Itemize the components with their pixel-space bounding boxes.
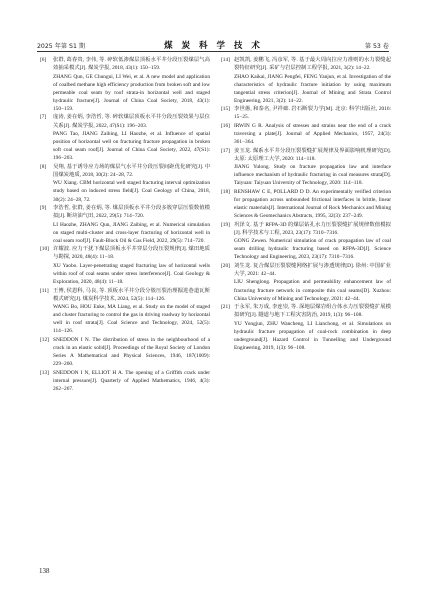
- reference-text: 吴翔, 基于诱导应力场的煤层气水平井分段压裂间距优化研究[J]. 中国煤炭地质, 2018, 30(2): 24−28, 72.: [53, 163, 210, 178]
- reference-text: WU Xiang. CBM horizontal well staged fracturing interval optimization study based on induced stress field[J]. Coal Geology of China, 2018, 30(2): 24−28, 72.: [53, 180, 210, 203]
- references-left-column: [40, 56, 210, 393]
- reference-entry: [221, 147, 391, 163]
- reference-text: 王博, 侯恩科, 马良, 等. 顶板水平井分段分簇压裂治理掘进巷道瓦斯模式研究[J]. 煤炭科学技术, 2024, 52(5): 114−126.: [53, 287, 210, 302]
- reference-text: JIANG Yulong. Study on fracture propagation law and interface influence mechanism of hydraulic fracturing in coal measures strata[D]. Taiyuan: Taiyuan University of Technology, 2020: 114−118.: [234, 164, 391, 187]
- reference-entry-translation: [40, 262, 210, 286]
- reference-number: [12]: [40, 336, 49, 343]
- reference-text: 庞涛, 姜在炳, 李浩哲, 等. 碎软煤层顶板水平井分段压裂效果与层位关系[J]. 煤炭学报, 2022, 47(S1): 196−203.: [53, 114, 210, 129]
- reference-text: RENSHAW C E, POLLARD D D. An experimentally verified criterion for propagation across unbounded frictional interfaces in brittle, linear elastic materials[J]. International Journal of Rock Mechanics and Mining Sciences & Geomechanics Abstracts, 1995, 32(3): 237−249.: [234, 188, 391, 220]
- reference-text: 李世愚, 和泰名, 尹祥础. 岩石断裂力学[M]. 北京: 科学出版社, 2016: 15−25.: [234, 106, 391, 121]
- reference-entry-translation: [221, 73, 391, 105]
- reference-text: 李浩哲, 张群, 姜在炳, 等. 煤层顶板水平井分段多簇穿层压裂数值模拟[J]. 断块油气田, 2022, 29(5): 714−720.: [53, 205, 210, 220]
- reference-number: [21]: [221, 304, 230, 311]
- reference-entry: [40, 204, 210, 220]
- reference-text: XU Yaobo. Layer-penetrating staged fracturing law of horizontal wells within roof of coal seams under stress interference[J]. Coal Geology & Exploration, 2020, 48(4): 11−18.: [53, 262, 210, 286]
- reference-number: [11]: [40, 287, 49, 294]
- reference-text: ZHANG Qun, GE Chungui, LI Wei, et al. A new model and application of coalbed methane high efficiency production from broken soft and low permeable coal seam by roof strata-in horizontal well and staged hydraulic fracture[J]. Journal of China Coal Society, 2018, 43(1): 150−159.: [53, 73, 210, 112]
- reference-number: [19]: [221, 221, 230, 228]
- reference-entry-translation: [221, 278, 391, 302]
- reference-entry-translation: [40, 221, 210, 245]
- reference-entry-translation: [40, 303, 210, 335]
- reference-text: 于永军, 朱万成, 李连崇, 等. 深地层煤岩组合体水力压裂裂缝扩展模拟研究[J]. 隧道与地下工程灾害防治, 2019, 1(3): 96−108.: [234, 304, 391, 319]
- reference-entry: [221, 105, 391, 121]
- reference-text: WANG Bo, HOU Enke, MA Liang, et al. Study on the model of staged and cluster fracturing to control the gas in driving roadway by horizontal well in roof strata[J]. Coal Science and Technology, 2024, 52(5): 114−126.: [53, 304, 210, 335]
- reference-text: 赵凯凯, 姜鹏飞, 冯彦军, 等. 基于最大周向拉应力准则的水力裂缝起裂特征研究[J]. 采矿与岩层控制工程学报, 2021, 3(2): 14−22.: [234, 57, 391, 72]
- reference-text: 许耀波. 应力干扰下煤层顶板水平井穿层分段压裂规律[J]. 煤田地质与勘探, 2020, 48(4): 11−18.: [53, 246, 210, 261]
- reference-entry-translation: [221, 163, 391, 187]
- reference-text: ZHAO Kaikai, JIANG Pengfei, FENG Yanjun, et al. Investigation of the characteristics of hydraulic fracture initiation by using maximum tangential stress criterion[J]. Journal of Mining and Strata Control Engineering, 2021, 3(2): 14−22.: [234, 73, 391, 104]
- reference-entry: [221, 221, 391, 237]
- reference-text: 巩泽文. 基于 RFPA-3D 的煤层钻孔水力压裂裂缝扩展规律数值模拟[J]. 科学技术与工程, 2023, 23(17): 7310−7316.: [234, 221, 391, 236]
- reference-number: [18]: [221, 188, 230, 195]
- references-right-column: [221, 56, 391, 352]
- reference-entry: [40, 336, 210, 368]
- reference-entry: [40, 369, 210, 393]
- reference-number: [7]: [40, 114, 47, 121]
- reference-entry: [40, 56, 210, 72]
- reference-number: [20]: [221, 262, 230, 269]
- reference-text: 姜玉龙. 煤系水平井分段压裂裂缝扩展规律及界面影响机理研究[D]. 太原: 太原理工大学, 2020: 114−118.: [234, 147, 391, 162]
- reference-text: 刘生龙. 复合煤层压裂裂缝网络扩展与渗透规律[D]. 徐州: 中国矿业大学, 2021: 42−44.: [234, 262, 391, 277]
- reference-text: 张群, 葛春贵, 李伟, 等. 碎软低渗煤层顶板水平井分段压裂煤层气高效抽采模式[J]. 煤炭学报, 2018, 43(1): 150−159.: [53, 57, 210, 72]
- reference-entry-translation: [40, 130, 210, 162]
- reference-text: YU Yongjun, ZHU Wancheng, LI Lianchong, et al. Simulations on hydraulic fracture propagation of coal-rock combination in deep underground[J]. Hazard Control in Tunnelling and Underground Engineering, 2019, 1(3): 96−108.: [234, 320, 391, 351]
- reference-entry-translation: [221, 320, 391, 352]
- reference-entry: [221, 122, 391, 146]
- reference-text: LI Haozhe, ZHANG Qun, JIANG Zaibing, et al. Numerical simulation on staged multi-cluster and cross-layer fracturing of horizontal well in coal seam roof[J]. Fault-Block Oil & Gas Field, 2022, 29(5): 714−720.: [53, 221, 210, 244]
- reference-number: [6]: [40, 57, 47, 63]
- reference-entry-translation: [40, 179, 210, 203]
- header-rule: [37, 51, 389, 52]
- volume-label: 第 53 卷: [364, 43, 389, 50]
- reference-text: IRWIN G R. Analysis of stresses and strains near the end of a crack traversing a plate[J]. Journal of Applied Mechanics, 1957, 24(3): 361−364.: [234, 122, 391, 146]
- reference-number: [17]: [221, 147, 230, 154]
- reference-number: [9]: [40, 205, 47, 212]
- reference-entry: [40, 113, 210, 129]
- issue-label: 2025 年第 S1 期: [37, 43, 86, 50]
- reference-entry: [40, 163, 210, 179]
- journal-title: 煤 炭 科 学 技 术: [164, 41, 263, 51]
- reference-number: [13]: [40, 369, 49, 376]
- reference-number: [8]: [40, 163, 47, 170]
- reference-text: GONG Zewen. Numerical simulation of crack propagation law of coal seam drilling hydraulic fracturing based on RFPA-3D[J]. Science Technology and Engineering, 2023, 23(17): 7310−7316.: [234, 238, 391, 261]
- reference-number: [15]: [221, 106, 230, 113]
- reference-entry: [221, 303, 391, 319]
- reference-entry-translation: [40, 73, 210, 113]
- reference-text: SNEDDON I N. The distribution of stress in the neighbourhood of a crack in an elastic solid[J]. Proceedings of the Royal Society of London Series A Mathematical and Physical Sciences, 1946, 187(1009): 229−260.: [53, 336, 210, 368]
- reference-entry-translation: [221, 237, 391, 261]
- reference-entry: [221, 56, 391, 72]
- reference-number: [10]: [40, 246, 49, 253]
- reference-number: [14]: [221, 57, 230, 63]
- reference-entry: [221, 188, 391, 220]
- reference-text: PANG Tao, JIANG Zaibing, LI Haozhe, et al. Influence of spatial position of horizontal well on fracturing fracture propagation in broken soft coal seam roof[J]. Journal of China Coal Society, 2022, 47(S1): 196−203.: [53, 131, 210, 162]
- reference-text: LIU Shenglong. Propagation and permeability enhancement law of fracturing fracture network in composite thin coal seams[D]. Xuzhou: China University of Mining and Technology, 2021: 42−44.: [234, 279, 391, 302]
- reference-entry: [40, 245, 210, 261]
- reference-text: SNEDDON I N, ELLIOT H A. The opening of a Griffith crack under internal pressure[J]. Quarterly of Applied Mathematics, 1946, 4(3): 262−267.: [53, 369, 210, 392]
- reference-number: [16]: [221, 122, 230, 129]
- reference-entry: [221, 262, 391, 278]
- reference-entry: [40, 287, 210, 303]
- page-number: 138: [39, 567, 50, 575]
